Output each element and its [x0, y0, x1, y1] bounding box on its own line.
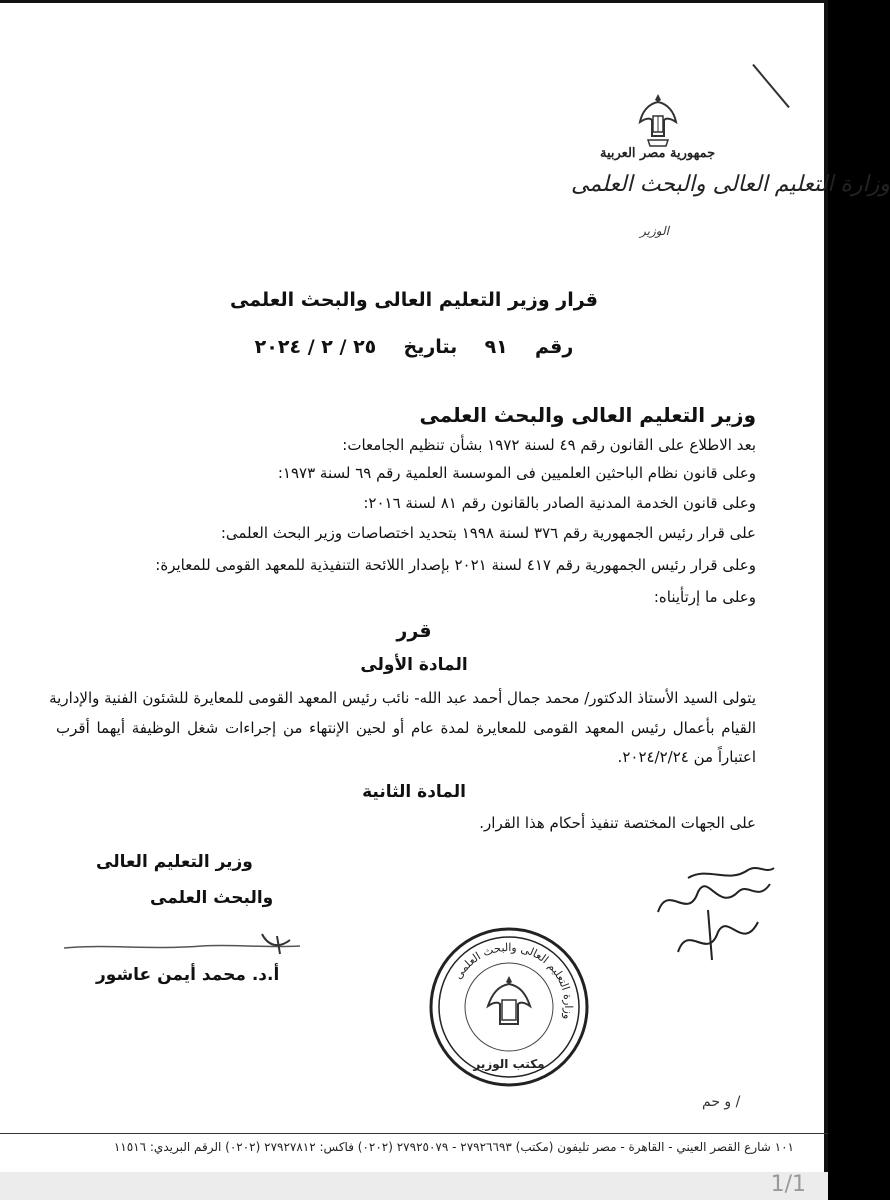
footer-address: ١٠١ شارع القصر العيني - القاهرة - مصر تليفون (مكتب) ٢٧٩٢٦٦٩٣ - ٢٧٩٢٥٠٧٩ (٠٢٠٢) فاكس: ٢٧٩٢٧٨١٢ (٠٢٠٢) الرقم البريدي: ١١٥١٦ — [113, 1140, 794, 1154]
article-2-text: على الجهات المختصة تنفيذ أحكام هذا القرار. — [479, 814, 756, 832]
initials-note: / و حم — [702, 1094, 741, 1110]
signature-title-1: وزير التعليم العالى — [96, 852, 253, 872]
decided-heading: قرر — [396, 620, 432, 642]
number-label: رقم — [535, 336, 574, 358]
date-day: ٢٥ — [353, 336, 377, 358]
page-indicator: 1/1 — [770, 1172, 806, 1197]
official-stamp — [426, 924, 592, 1090]
top-border — [0, 0, 828, 3]
minister-office-label: الوزير — [640, 224, 669, 238]
article-1-line: يتولى السيد الأستاذ الدكتور/ محمد جمال أحمد عبد الله- نائب رئيس المعهد القومى للمعايرة للشئون الفنية والإدارية — [49, 689, 756, 707]
date-year: ٢٠٢٤ — [254, 336, 302, 358]
signature-stroke — [62, 930, 302, 960]
article-2-heading: المادة الثانية — [362, 782, 466, 802]
decree-number: ٩١ — [484, 336, 508, 358]
preamble-line: على قرار رئيس الجمهورية رقم ٣٧٦ لسنة ١٩٩٨ بتحديد اختصاصات وزير البحث العلمى: — [220, 524, 756, 542]
date-label: بتاريخ — [403, 336, 458, 358]
viewer-bottom-band — [0, 1172, 828, 1200]
minister-name: أ.د. محمد أيمن عاشور — [96, 965, 280, 985]
footer-rule — [0, 1133, 828, 1134]
article-1-line: اعتباراً من ٢٠٢٤/٢/٢٤. — [617, 748, 756, 766]
decree-title: قرار وزير التعليم العالى والبحث العلمى — [230, 289, 598, 311]
preamble-line: وعلى قرار رئيس الجمهورية رقم ٤١٧ لسنة ٢٠٢١ بإصدار اللائحة التنفيذية للمعهد القومى للمعايرة: — [155, 556, 756, 574]
preamble-line: وعلى ما إرتأيناه: — [653, 588, 756, 606]
stamp-office-text: مكتب الوزير — [473, 1057, 545, 1071]
signature-title-2: والبحث العلمى — [150, 888, 274, 908]
eagle-emblem-icon — [638, 92, 678, 150]
article-1-heading: المادة الأولى — [360, 655, 468, 675]
stamp-eagle-icon — [488, 976, 530, 1024]
republic-name: جمهورية مصر العربية — [600, 146, 716, 161]
preamble-line: وعلى قانون الخدمة المدنية الصادر بالقانون رقم ٨١ لسنة ٢٠١٦: — [363, 494, 756, 512]
preamble-line: وعلى قانون نظام الباحثين العلميين فى الموسسة العلمية رقم ٦٩ لسنة ١٩٧٣: — [277, 464, 756, 482]
handwritten-signature — [648, 862, 778, 972]
article-1-line: القيام بأعمال رئيس المعهد القومى للمعايرة لمدة عام أو لحين الإنتهاء من إجراءات شغل الوظيفة أيهما أقرب — [56, 719, 756, 737]
decree-number-date: رقم ٩١ بتاريخ ٢٥ / ٢ / ٢٠٢٤ — [254, 336, 574, 358]
svg-text:وزارة التعليم العالى والبحث ال — [451, 941, 575, 1021]
preamble-line: بعد الاطلاع على القانون رقم ٤٩ لسنة ١٩٧٢ بشأن تنظيم الجامعات: — [342, 436, 756, 454]
date-month: ٢ — [321, 336, 333, 358]
minister-heading: وزير التعليم العالى والبحث العلمى — [419, 403, 756, 427]
ministry-name: وزارة التعليم العالى والبحث العلمى — [571, 172, 890, 197]
stamp-ring-text: وزارة التعليم العالى والبحث العلمى — [451, 940, 576, 1021]
